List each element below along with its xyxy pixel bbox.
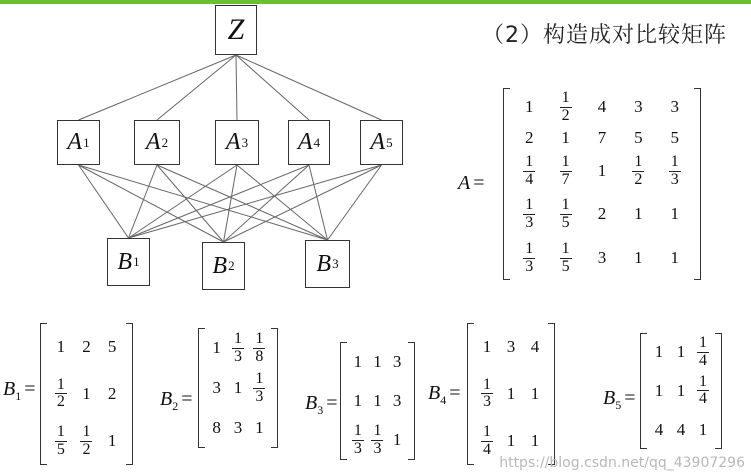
fraction [632, 154, 644, 189]
edge-goal-criterion [79, 55, 237, 120]
matrix-cell [511, 236, 547, 280]
fraction [669, 154, 681, 189]
matrix-value: 1 [506, 431, 516, 451]
matrix-cell [511, 126, 547, 150]
matrix-cell [511, 150, 547, 192]
criterion-node [360, 120, 403, 165]
criterion-node [134, 120, 180, 165]
criterion-node [288, 120, 330, 165]
matrix-cell [99, 370, 125, 417]
fraction [371, 423, 383, 458]
fraction-denominator: 2 [561, 106, 570, 124]
fraction-numerator: 1 [255, 329, 264, 347]
fraction-numerator: 1 [56, 375, 65, 393]
matrix-value: 7 [597, 128, 607, 147]
matrix-subscript: 3 [317, 403, 324, 417]
matrix-cell [584, 236, 620, 280]
matrix-cell [657, 236, 693, 280]
fraction-denominator: 5 [561, 213, 570, 231]
matrix-cell [657, 150, 693, 192]
matrix-value: 1 [524, 97, 534, 116]
matrix-cell [387, 421, 407, 460]
fraction-numerator: 1 [56, 423, 65, 441]
matrix-subscript: 2 [172, 399, 179, 413]
matrix-grid [475, 323, 547, 465]
matrix-value: 1 [212, 338, 221, 357]
fraction-denominator: 3 [255, 387, 264, 405]
matrix-letter: B [305, 392, 318, 414]
matrix-value: 1 [670, 248, 680, 267]
matrix-cell [692, 333, 714, 372]
fraction-numerator: 1 [699, 334, 707, 352]
fraction [253, 371, 265, 406]
matrix-subscript: 4 [440, 393, 447, 407]
fraction-denominator: 4 [525, 170, 534, 188]
fraction [55, 424, 67, 459]
goal-node [215, 5, 257, 55]
fraction-numerator: 1 [483, 423, 491, 441]
matrix-cell [657, 126, 693, 150]
fraction [560, 197, 572, 232]
matrix-bracket [640, 333, 722, 449]
matrix-value: 1 [698, 419, 708, 439]
matrix-cell [584, 88, 620, 126]
matrix-value: 1 [634, 204, 643, 223]
matrix-value: 1 [233, 378, 243, 397]
matrix-cell [227, 328, 248, 368]
matrix-cell [511, 192, 547, 236]
fraction [697, 374, 709, 409]
edge-goal-criterion [157, 55, 236, 120]
fraction-denominator: 4 [699, 351, 707, 369]
matrix-value: 1 [561, 128, 570, 147]
matrix-cell [523, 323, 547, 370]
fraction-numerator: 1 [353, 422, 362, 440]
matrix-cell [511, 88, 547, 126]
matrix-value: 1 [82, 383, 91, 403]
fraction-denominator: 3 [483, 393, 491, 411]
matrix-cell [74, 418, 100, 465]
matrix-value: 1 [597, 161, 607, 180]
matrix-value: 1 [530, 383, 540, 403]
edge-criterion-alternative [129, 165, 310, 238]
fraction-denominator: 3 [233, 347, 242, 365]
node-subscript: 4 [313, 134, 321, 150]
fraction-numerator: 1 [233, 329, 242, 347]
fraction-numerator: 1 [82, 423, 91, 441]
matrix-value: 1 [107, 431, 117, 451]
node-letter: A [67, 129, 83, 155]
matrix-cell [368, 381, 388, 420]
matrix-cell [523, 370, 547, 417]
node-letter: B [316, 250, 332, 277]
matrix-cell [670, 372, 692, 411]
matrix-cell [620, 192, 656, 236]
alternative-node [202, 242, 245, 290]
fraction [560, 90, 572, 125]
matrix-cell [584, 192, 620, 236]
matrix-cell [657, 88, 693, 126]
fraction-denominator: 4 [699, 390, 707, 408]
node-subscript: 5 [386, 134, 393, 150]
matrix-cell [547, 236, 583, 280]
fraction-numerator: 1 [561, 239, 570, 257]
matrix-grid [48, 323, 125, 465]
matrix-label [305, 392, 338, 418]
matrix-cell [348, 421, 368, 460]
matrix-cell [475, 323, 499, 370]
matrix-cell [670, 410, 692, 449]
edge-criterion-alternative [79, 165, 328, 240]
matrix-value: 1 [530, 431, 540, 451]
fraction [253, 331, 265, 366]
node-subscript: 3 [241, 134, 249, 150]
matrix-value: 3 [597, 248, 607, 267]
matrix-cell [348, 381, 368, 420]
matrix-cell [547, 88, 583, 126]
matrix-bracket [40, 323, 133, 465]
matrix-cell [584, 126, 620, 150]
fraction-numerator: 1 [561, 88, 570, 106]
matrix-cell [620, 126, 656, 150]
matrix-value: 8 [212, 418, 221, 437]
matrix-cell [74, 323, 100, 370]
matrix-value: 1 [654, 342, 664, 362]
matrix-cell [620, 236, 656, 280]
equals-sign: = [624, 387, 636, 409]
matrix-cell [48, 323, 74, 370]
fraction [523, 241, 535, 276]
matrix-value: 1 [506, 383, 516, 403]
matrix-cell [692, 410, 714, 449]
matrix-value: 3 [212, 378, 221, 397]
fraction-numerator: 1 [525, 152, 534, 170]
matrix-value: 1 [676, 380, 686, 400]
matrix-value: 2 [82, 336, 91, 356]
matrix-cell [499, 370, 523, 417]
node-subscript: 1 [83, 134, 90, 150]
matrix-cell [99, 418, 125, 465]
matrix-letter: B [428, 382, 441, 404]
matrix-cell [348, 342, 368, 381]
fraction [352, 423, 364, 458]
matrix-value: 5 [107, 336, 117, 356]
fraction-denominator: 3 [525, 213, 534, 231]
edge-criterion-alternative [309, 165, 328, 240]
matrix-value: 1 [634, 248, 643, 267]
matrix-cell [48, 418, 74, 465]
matrix-bracket [467, 323, 555, 465]
matrix-cell [648, 410, 670, 449]
matrix-value: 2 [107, 383, 117, 403]
fraction-denominator: 3 [670, 170, 679, 188]
fraction-denominator: 5 [56, 440, 65, 458]
matrix-grid [511, 88, 693, 280]
matrix-value: 3 [506, 336, 516, 356]
fraction-denominator: 3 [373, 439, 382, 457]
fraction-denominator: 2 [634, 170, 643, 188]
fraction-numerator: 1 [699, 372, 707, 390]
section-heading: （2）构造成对比较矩阵 [482, 23, 727, 48]
fraction-denominator: 3 [353, 439, 362, 457]
matrix-value: 1 [353, 390, 363, 410]
node-letter: A [297, 129, 313, 155]
matrix-cell [99, 323, 125, 370]
fraction-denominator: 2 [82, 440, 91, 458]
fraction [232, 331, 244, 366]
matrix-cell [249, 408, 270, 448]
matrix-cell [74, 370, 100, 417]
matrix-value: 5 [634, 128, 643, 147]
matrix-bracket [198, 328, 278, 448]
edge-criterion-alternative [224, 165, 238, 242]
criterion-node [57, 120, 100, 165]
matrix-grid [348, 342, 407, 460]
matrix-value: 1 [654, 380, 664, 400]
matrix-letter: A [458, 172, 471, 194]
matrix-label [160, 388, 193, 414]
fraction [523, 197, 535, 232]
matrix-cell [48, 370, 74, 417]
equals-sign: = [473, 172, 485, 194]
matrix-value: 1 [56, 336, 66, 356]
matrix-value: 1 [482, 336, 492, 356]
matrix-value: 3 [392, 351, 402, 371]
matrix-bracket [340, 342, 415, 460]
edge-criterion-alternative [328, 165, 382, 240]
matrix-cell [387, 342, 407, 381]
fraction-numerator: 1 [561, 152, 570, 170]
matrix-cell [249, 328, 270, 368]
matrix-label [458, 172, 485, 195]
matrix-cell [657, 192, 693, 236]
matrix-cell [547, 192, 583, 236]
equals-sign: = [449, 382, 461, 404]
matrix-cell [547, 150, 583, 192]
matrix-cell [206, 408, 227, 448]
equals-sign: = [181, 388, 193, 410]
matrix-value: 1 [373, 390, 382, 410]
matrix-value: 1 [373, 351, 382, 371]
matrix-cell [670, 333, 692, 372]
edge-criterion-alternative [157, 165, 328, 240]
matrix-cell [648, 372, 670, 411]
matrix-value: 4 [597, 97, 607, 116]
matrix-cell [692, 372, 714, 411]
node-subscript: 2 [228, 258, 235, 273]
matrix-value: 3 [233, 418, 243, 437]
edge-goal-criterion [236, 55, 237, 120]
fraction-numerator: 1 [483, 375, 491, 393]
matrix-cell [499, 323, 523, 370]
matrix-subscript: 5 [615, 398, 622, 412]
matrix-cell [547, 126, 583, 150]
fraction [560, 241, 572, 276]
matrix-cell [387, 381, 407, 420]
matrix-value: 2 [597, 204, 607, 223]
matrix-value: 4 [676, 419, 686, 439]
node-subscript: 3 [332, 256, 339, 271]
matrix-label [428, 382, 461, 408]
node-letter: Z [227, 13, 245, 46]
edge-criterion-alternative [79, 165, 224, 242]
equals-sign: = [326, 392, 338, 414]
matrix-cell [249, 368, 270, 408]
matrix-letter: B [160, 388, 173, 410]
matrix-cell [227, 408, 248, 448]
fraction [523, 154, 535, 189]
fraction [481, 377, 493, 412]
fraction-numerator: 1 [634, 152, 643, 170]
edge-goal-criterion [236, 55, 382, 120]
matrix-value: 1 [670, 204, 680, 223]
matrix-value: 5 [670, 128, 680, 147]
matrix-cell [475, 370, 499, 417]
matrix-label [603, 387, 636, 413]
fraction [560, 154, 572, 189]
matrix-cell [648, 333, 670, 372]
matrix-subscript: 1 [15, 389, 22, 403]
matrix-cell [368, 342, 388, 381]
fraction [481, 424, 493, 459]
alternative-node [107, 238, 150, 286]
fraction-denominator: 2 [56, 393, 65, 411]
equals-sign: = [24, 378, 36, 400]
fraction-numerator: 1 [525, 239, 534, 257]
matrix-value: 3 [634, 97, 643, 116]
node-letter: A [225, 129, 241, 155]
matrix-label [3, 378, 36, 404]
criterion-node [215, 120, 259, 165]
matrix-value: 1 [353, 351, 363, 371]
matrix-value: 3 [392, 390, 402, 410]
fraction-denominator: 4 [483, 440, 491, 458]
edge-criterion-alternative [79, 165, 129, 238]
fraction-denominator: 3 [525, 257, 534, 275]
fraction-numerator: 1 [670, 152, 679, 170]
matrix-cell [584, 150, 620, 192]
matrix-grid [206, 328, 270, 448]
watermark: https://blog.csdn.net/qq_43907296 [499, 455, 745, 471]
matrix-cell [227, 368, 248, 408]
fraction [55, 377, 67, 412]
node-letter: B [212, 252, 228, 279]
node-subscript: 2 [161, 134, 169, 150]
matrix-cell [620, 88, 656, 126]
node-letter: B [117, 248, 133, 275]
matrix-value: 4 [654, 419, 664, 439]
matrix-value: 1 [255, 418, 264, 437]
matrix-value: 4 [530, 336, 540, 356]
matrix-value: 3 [670, 97, 680, 116]
matrix-value: 1 [676, 342, 686, 362]
edge-goal-criterion [236, 55, 309, 120]
node-letter: A [145, 129, 161, 155]
matrix-letter: B [3, 378, 16, 400]
matrix-value: 2 [524, 128, 534, 147]
alternative-node [305, 240, 350, 288]
fraction-denominator: 7 [561, 170, 570, 188]
node-subscript: 1 [133, 254, 140, 269]
node-letter: A [370, 129, 386, 155]
matrix-value: 1 [392, 430, 402, 450]
matrix-cell [368, 421, 388, 460]
fraction-numerator: 1 [255, 369, 264, 387]
matrix-letter: B [603, 387, 616, 409]
matrix-cell [206, 328, 227, 368]
fraction-numerator: 1 [525, 195, 534, 213]
edge-criterion-alternative [129, 165, 158, 238]
fraction-numerator: 1 [561, 195, 570, 213]
matrix-cell [206, 368, 227, 408]
matrix-cell [620, 150, 656, 192]
matrix-grid [648, 333, 714, 449]
fraction-denominator: 8 [255, 347, 264, 365]
fraction [697, 335, 709, 370]
fraction-denominator: 5 [561, 257, 570, 275]
fraction-numerator: 1 [373, 422, 382, 440]
matrix-cell [475, 418, 499, 465]
fraction [80, 424, 92, 459]
matrix-bracket [503, 88, 701, 280]
